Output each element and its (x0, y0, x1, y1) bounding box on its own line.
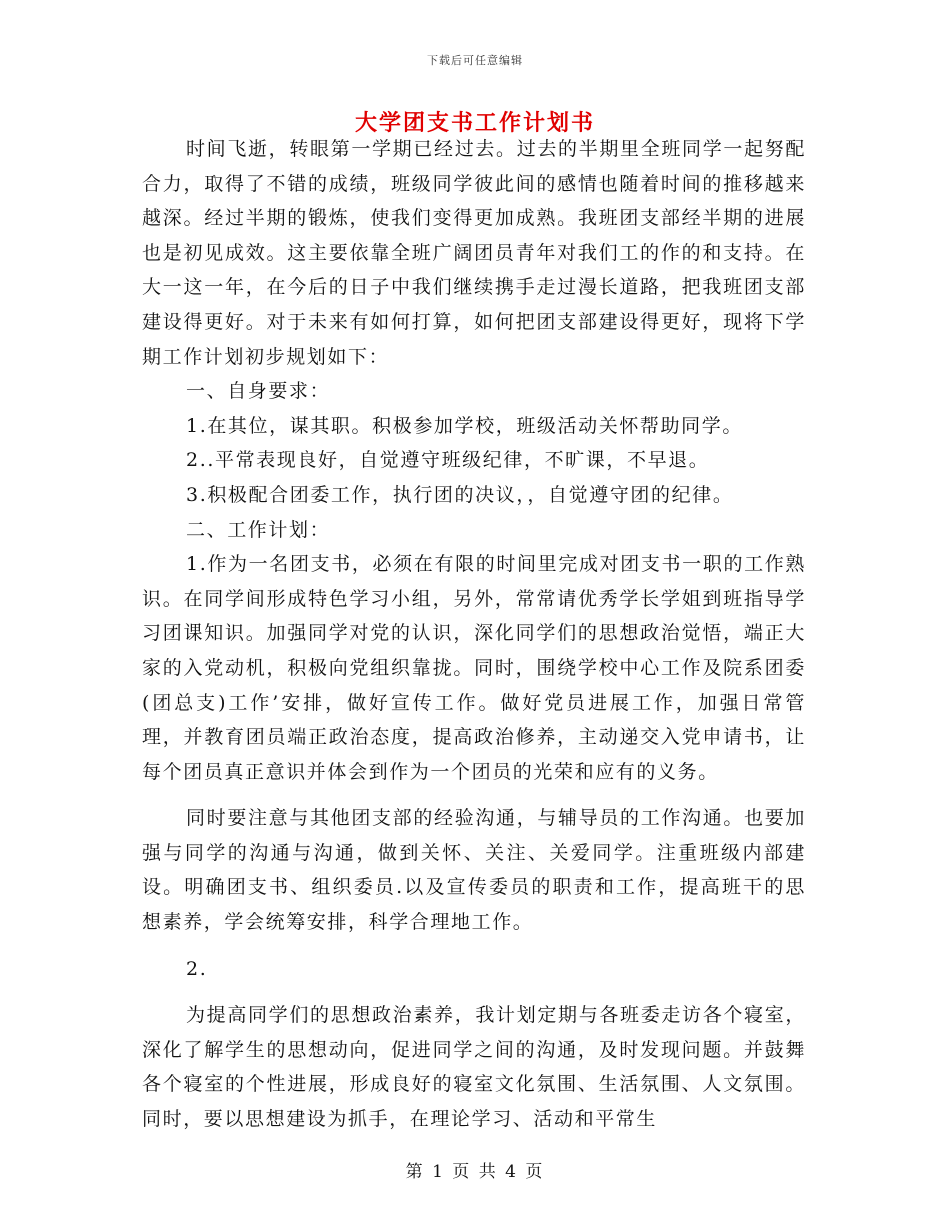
paragraph-communication: 同时要注意与其他团支部的经验沟通，与辅导员的工作沟通。也要加强与同学的沟通与沟通，做到关怀、关注、关爱同学。注重班级内部建设。明确团支书、组织委员.以及宣传委员的职责和工作，提高班干的思想素养，学会统筹安排，科学合理地工作。 (142, 807, 806, 934)
list-item-3: 3.积极配合团委工作，执行团的决议，，自觉遵守团的纪律。 (186, 483, 734, 506)
section-heading-work-plan: 二、工作计划： (186, 518, 331, 541)
section-heading-self-requirements: 一、自身要求： (186, 380, 331, 403)
paragraph-plan-1: 1.作为一名团支书，必须在有限的时间里完成对团支书一职的工作熟识。在同学间形成特色学习小组，另外，常常请优秀学长学姐到班指导学习团课知识。加强同学对党的认识，深化同学们的思想政治觉悟，端正大家的入党动机，积极向党组织靠拢。同时，围绕学校中心工作及院系团委(团总支)工作’安排，做好宣传工作。做好党员进展工作，加强日常管理，并教育团员端正政治态度，提高政治修养，主动递交入党申请书，让每个团员真正意识并体会到作为一个团员的光荣和应有的义务。 (142, 553, 806, 783)
document-title: 大学团支书工作计划书 (354, 110, 595, 136)
paragraph-plan-2-number: 2. (186, 957, 208, 980)
paragraph-spacer (142, 940, 806, 952)
list-item-1: 1.在其位，谋其职。积极参加学校，班级活动关怀帮助同学。 (186, 414, 743, 437)
list-item-2: 2..平常表现良好，自觉遵守班级纪律，不旷课，不早退。 (186, 449, 710, 472)
page-header: 下载后可任意编辑 (427, 54, 523, 67)
paragraph-spacer (142, 986, 806, 998)
paragraph-spacer (142, 789, 806, 801)
page-footer: 第 1 页 共 4 页 (405, 1162, 545, 1182)
document-body (142, 132, 806, 1137)
paragraph-plan-2: 为提高同学们的思想政治素养，我计划定期与各班委走访各个寝室，深化了解学生的思想动向，促进同学之间的沟通，及时发现问题。并鼓舞各个寝室的个性进展，形成良好的寝室文化氛围、生活氛围、人文氛围。同时，要以思想建设为抓手，在理论学习、活动和平常生 (142, 1004, 806, 1131)
paragraph-intro: 时间飞逝，转眼第一学期已经过去。过去的半期里全班同学一起努配合力，取得了不错的成绩，班级同学彼此间的感情也随着时间的推移越来越深。经过半期的锻炼，使我们变得更加成熟。我班团支部经半期的进展也是初见成效。这主要依靠全班广阔团员青年对我们工的作的和支持。在大一这一年，在今后的日子中我们继续携手走过漫长道路，把我班团支部建设得更好。对于未来有如何打算，如何把团支部建设得更好，现将下学期工作计划初步规划如下： (142, 138, 806, 368)
